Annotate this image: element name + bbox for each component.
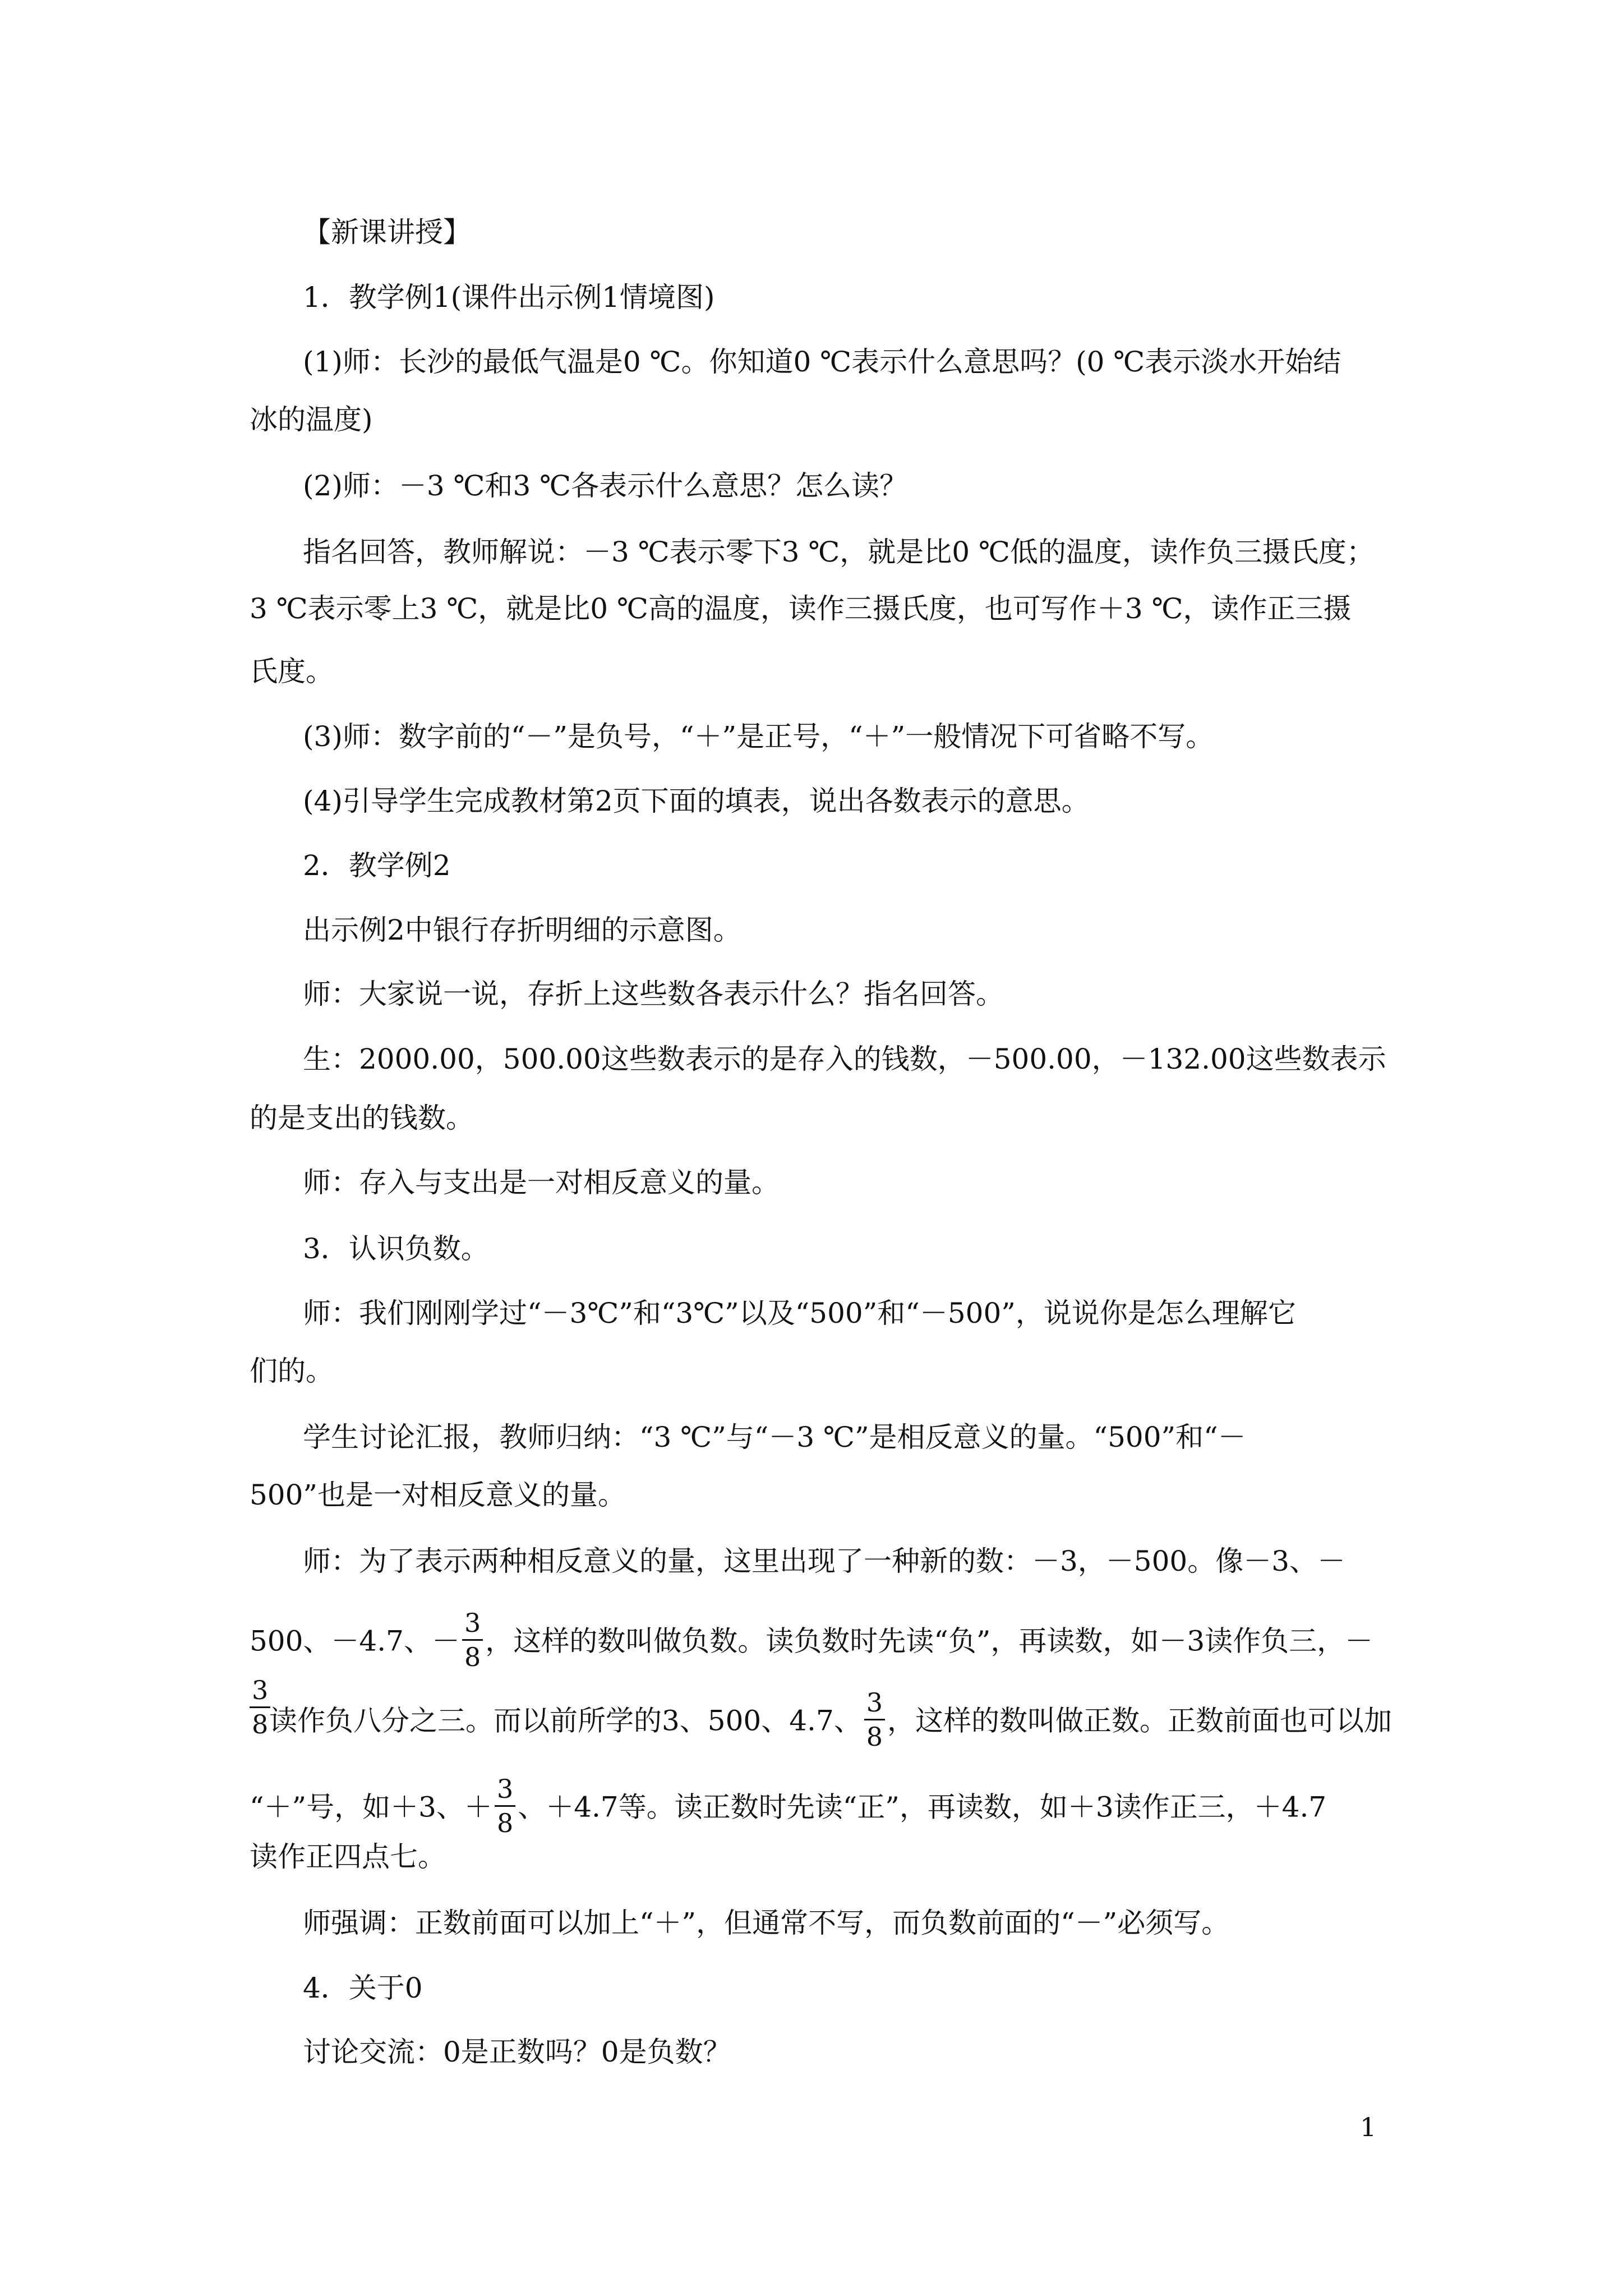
paragraph-line: 师：为了表示两种相反意义的量，这里出现了一种新的数：－3，－500。像－3、－ [303,1545,1346,1577]
paragraph-line-with-fraction [250,1608,1373,1672]
fraction-denominator: 8 [496,1808,514,1838]
paragraph-line-with-fraction [250,1774,1327,1838]
paragraph-line: 500”也是一对相反意义的量。 [250,1479,626,1511]
section-heading: 【新课讲授】 [303,216,471,249]
paragraph-line: 的是支出的钱数。 [250,1102,474,1134]
fraction [462,1610,483,1670]
paragraph-line: 讨论交流：0是正数吗？0是负数？ [303,2036,731,2068]
paragraph-line: (3)师：数字前的“－”是负号，“＋”是正号，“＋”一般情况下可省略不写。 [303,720,1214,753]
fraction-numerator: 3 [462,1610,483,1641]
text-segment: ，这样的数叫做正数。正数前面也可以加 [887,1704,1393,1737]
paragraph-line: 学生讨论汇报，教师归纳：“3 ℃”与“－3 ℃”是相反意义的量。“500”和“－ [303,1421,1246,1453]
paragraph-line: 师强调：正数前面可以加上“＋”，但通常不写，而负数前面的“－”必须写。 [303,1907,1230,1939]
paragraph-line: 出示例2中银行存折明细的示意图。 [303,914,741,946]
fraction-numerator: 3 [864,1690,885,1720]
paragraph-item-1: 1．教学例1(课件出示例1情境图) [303,281,715,314]
paragraph-line: (1)师：长沙的最低气温是0 ℃。你知道0 ℃表示什么意思吗？(0 ℃表示淡水开始结 [303,346,1341,378]
paragraph-item-3: 3．认识负数。 [303,1232,489,1265]
fraction-denominator: 8 [252,1709,269,1740]
paragraph-line: 氏度。 [250,655,334,688]
paragraph-item-2: 2．教学例2 [303,849,451,882]
fraction [495,1776,515,1836]
paragraph-line: (2)师：－3 ℃和3 ℃各表示什么意思？怎么读？ [303,470,908,502]
paragraph-line: 3 ℃表示零上3 ℃，就是比0 ℃高的温度，读作三摄氏度，也可写作＋3 ℃，读作正三摄 [250,592,1352,625]
fraction [864,1687,885,1752]
fraction-numerator: 3 [250,1677,270,1708]
paragraph-line: 指名回答，教师解说：－3 ℃表示零下3 ℃，就是比0 ℃低的温度，读作负三摄氏度； [303,536,1375,568]
paragraph-line: 生：2000.00，500.00这些数表示的是存入的钱数，－500.00，－132.00这些数表示 [303,1043,1386,1075]
fraction-denominator: 8 [866,1722,883,1752]
paragraph-item-4: 4．关于0 [303,1972,423,2004]
paragraph-line: 们的。 [250,1355,334,1387]
fraction [250,1675,270,1740]
paragraph-line: 读作正四点七。 [250,1841,446,1873]
paragraph-line: 师：我们刚刚学过“－3℃”和“3℃”以及“500”和“－500”，说说你是怎么理解它 [303,1297,1296,1329]
paragraph-line: 师：存入与支出是一对相反意义的量。 [303,1166,780,1199]
paragraph-line: (4)引导学生完成教材第2页下面的填表，说出各数表示的意思。 [303,785,1090,817]
paragraph-line: 冰的温度) [250,403,373,436]
text-segment: ，这样的数叫做负数。读负数时先读“负”，再读数，如－3读作负三，－ [485,1625,1373,1658]
text-segment: 500、－4.7、－ [250,1625,460,1658]
text-segment: 读作负八分之三。而以前所学的3、500、4.7、 [269,1704,862,1737]
fraction-denominator: 8 [464,1642,481,1672]
paragraph-line-with-fraction [269,1687,1393,1752]
text-segment: 、＋4.7等。读正数时先读“正”，再读数，如＋3读作正三，＋4.7 [518,1791,1327,1824]
text-segment: “＋”号，如＋3、＋ [250,1791,492,1824]
page-number: 1 [1360,2112,1377,2142]
paragraph-line: 师：大家说一说，存折上这些数各表示什么？指名回答。 [303,978,1004,1010]
fraction-numerator: 3 [495,1776,515,1807]
